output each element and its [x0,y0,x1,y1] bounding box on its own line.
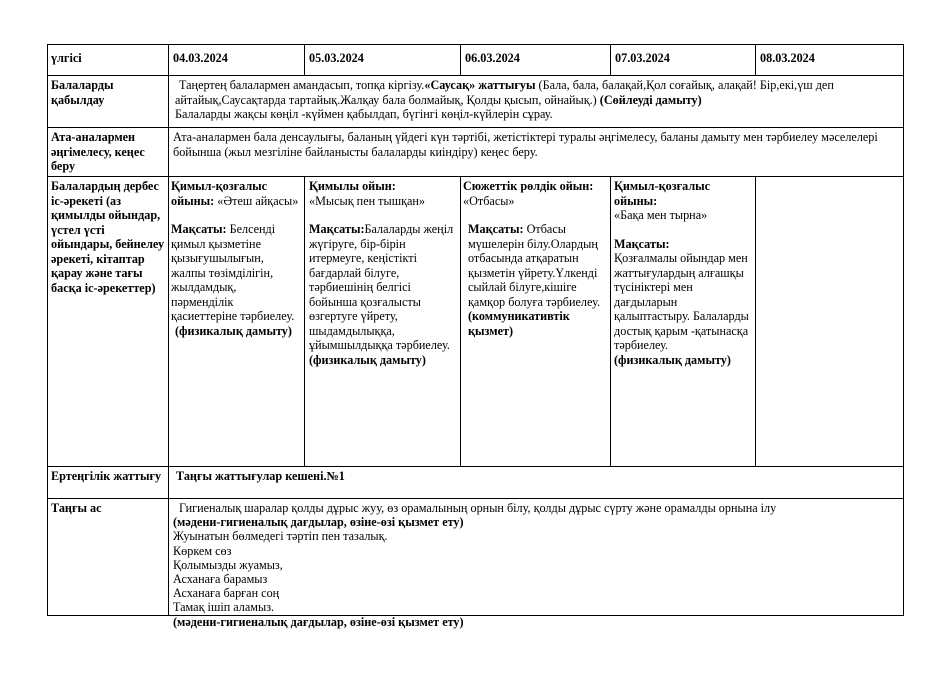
breakfast-line-1: Гигиеналық шаралар қолды дұрыс жуу, өз орамалының орнын білу, қолды дұрыс сүрту және орамалды орнына ілу [179,501,777,515]
activities-label: Балалардың дербес іс-әрекеті (аз қимылды ойындар, үстел үсті ойындары, бейнелеу әрекеті, кітаптар қарау және тағы басқа іс-әрекеттер) [48,177,169,466]
activities-row [47,176,904,466]
breakfast-line-3: Жуынатын бөлмедегі тәртіп пен тазалық. [173,529,388,544]
activity-4-goal: Қозғалмалы ойындар мен жаттығулардың алғашқы түсініктері мен дағдыларын қалыптастыру. Балаларды достық қарым -қатынасқа тәрбиелеу. [614,251,749,352]
date-3: 06.03.2024 [461,45,611,75]
parents-label: Ата-аналармен әңгімелесу, кеңес беру [48,128,169,176]
activity-day-3 [461,177,611,466]
breakfast-line-4: Көркем сөз [173,543,232,558]
activity-day-5 [756,177,903,466]
parents-row [47,127,904,176]
activity-2-goal-label: Мақсаты: [309,222,365,236]
header-label: үлгісі [48,45,169,75]
exercise-row [47,466,904,498]
activity-1-area: (физикалық дамыту) [175,323,292,338]
breakfast-row [47,498,904,629]
reception-text [169,76,903,127]
activity-3-title: Сюжеттік рөлдік ойын: [463,179,594,193]
activity-1-game: «Әтеш айқасы» [214,193,299,208]
activity-day-2 [305,177,461,466]
activity-2-area: (физикалық дамыту) [309,352,426,367]
activity-day-1 [169,177,305,466]
breakfast-line-7: Асханаға барған соң [173,586,280,601]
breakfast-text [169,499,903,629]
activity-4-title: Қимыл-қозғалыс ойыны: [614,179,711,208]
activity-1-goal-label: Мақсаты: [171,222,227,236]
breakfast-line-8: Тамақ ішіп аламыз. [173,600,275,615]
activity-4-game: «Бақа мен тырна» [614,208,708,222]
reception-label: Балаларды қабылдау [48,76,169,127]
exercise-text: Таңғы жаттығулар кешені.№1 [176,469,345,483]
date-5: 08.03.2024 [760,51,815,65]
breakfast-label: Таңғы ас [48,499,169,615]
reception-row [47,75,904,127]
activity-4-area: (физикалық дамыту) [614,352,731,367]
activity-3-goal-label: Мақсаты: [468,222,524,236]
activity-3-game: «Отбасы» [463,193,515,208]
breakfast-line-2: (мәдени-гигиеналық дағдылар, өзіне-өзі қызмет ету) [173,515,464,530]
activity-3-goal: Отбасы мүшелерін білу.Олардың отбасында атқаратын қызметін үйрету.Үлкенді сыйлай білуге,кішіге қамқор болуға тәрбиелеу. [468,222,601,309]
parents-text: Ата-аналармен бала денсаулығы, баланың үйдегі күн тәртібі, жетістіктері туралы әңгімелесу, баланы дамыту мен тәрбиелеу мәселелері бойынша (жыл мезгіліне байланысты балаларды киіндіру) кеңес беру. [173,130,878,159]
activity-4-goal-label: Мақсаты: [614,236,670,251]
activity-1-goal: Белсенді қимыл қызметіне қызығушылығын, жалпы төзімділігін, жылдамдық, пәрменділік қасиеттеріне тәрбиелеу. [171,222,295,323]
reception-exercise-title: «Саусақ» жаттығуы [424,78,536,92]
reception-rhyme: (Бала, бала, балақай,Қол соғайық, алақай! Бір,екі,үш деп айтайық,Саусақтарда тартайық.Жалқау бала болмайық, Қолды қысып, ойнайық.) [175,78,834,107]
breakfast-line-6: Асханаға барамыз [173,572,268,587]
reception-area: (Сөйлеуді дамыту) [599,92,702,107]
header-row [47,44,904,75]
activity-2-title: Қимылы ойын: [309,179,396,193]
activity-1-title: Қимыл-қозғалыс ойыны: [171,179,268,208]
date-1: 04.03.2024 [169,45,305,75]
reception-text-a: Таңертең балалармен амандасып, топқа кіргізу. [179,78,425,92]
reception-text-e: Балаларды жақсы көңіл -күймен қабылдап, бүгінгі көңіл-күйлерін сұрау. [175,107,553,121]
activity-2-goal: Балаларды жеңіл жүгіруге, бір-бірін итермеуге, кеңістікті бағдарлай білуге, тәрбиешінің белгісі бойынша қозғалысты өзгертуге үйрету, шыдамдылыққа, ұйымшылдыққа тәрбиелеу. [309,222,454,352]
schedule-table [47,44,904,629]
date-2: 05.03.2024 [305,45,461,75]
breakfast-line-9: (мәдени-гигиеналық дағдылар, өзіне-өзі қызмет ету) [173,614,464,629]
exercise-label: Ертеңгілік жаттығу [48,467,169,498]
activity-2-game: «Мысық пен тышқан» [309,193,426,208]
breakfast-line-5: Қолымызды жуамыз, [173,557,283,572]
activity-3-area: (коммуникативтік қызмет) [468,309,570,338]
date-4: 07.03.2024 [611,45,756,75]
activity-day-4 [611,177,756,466]
